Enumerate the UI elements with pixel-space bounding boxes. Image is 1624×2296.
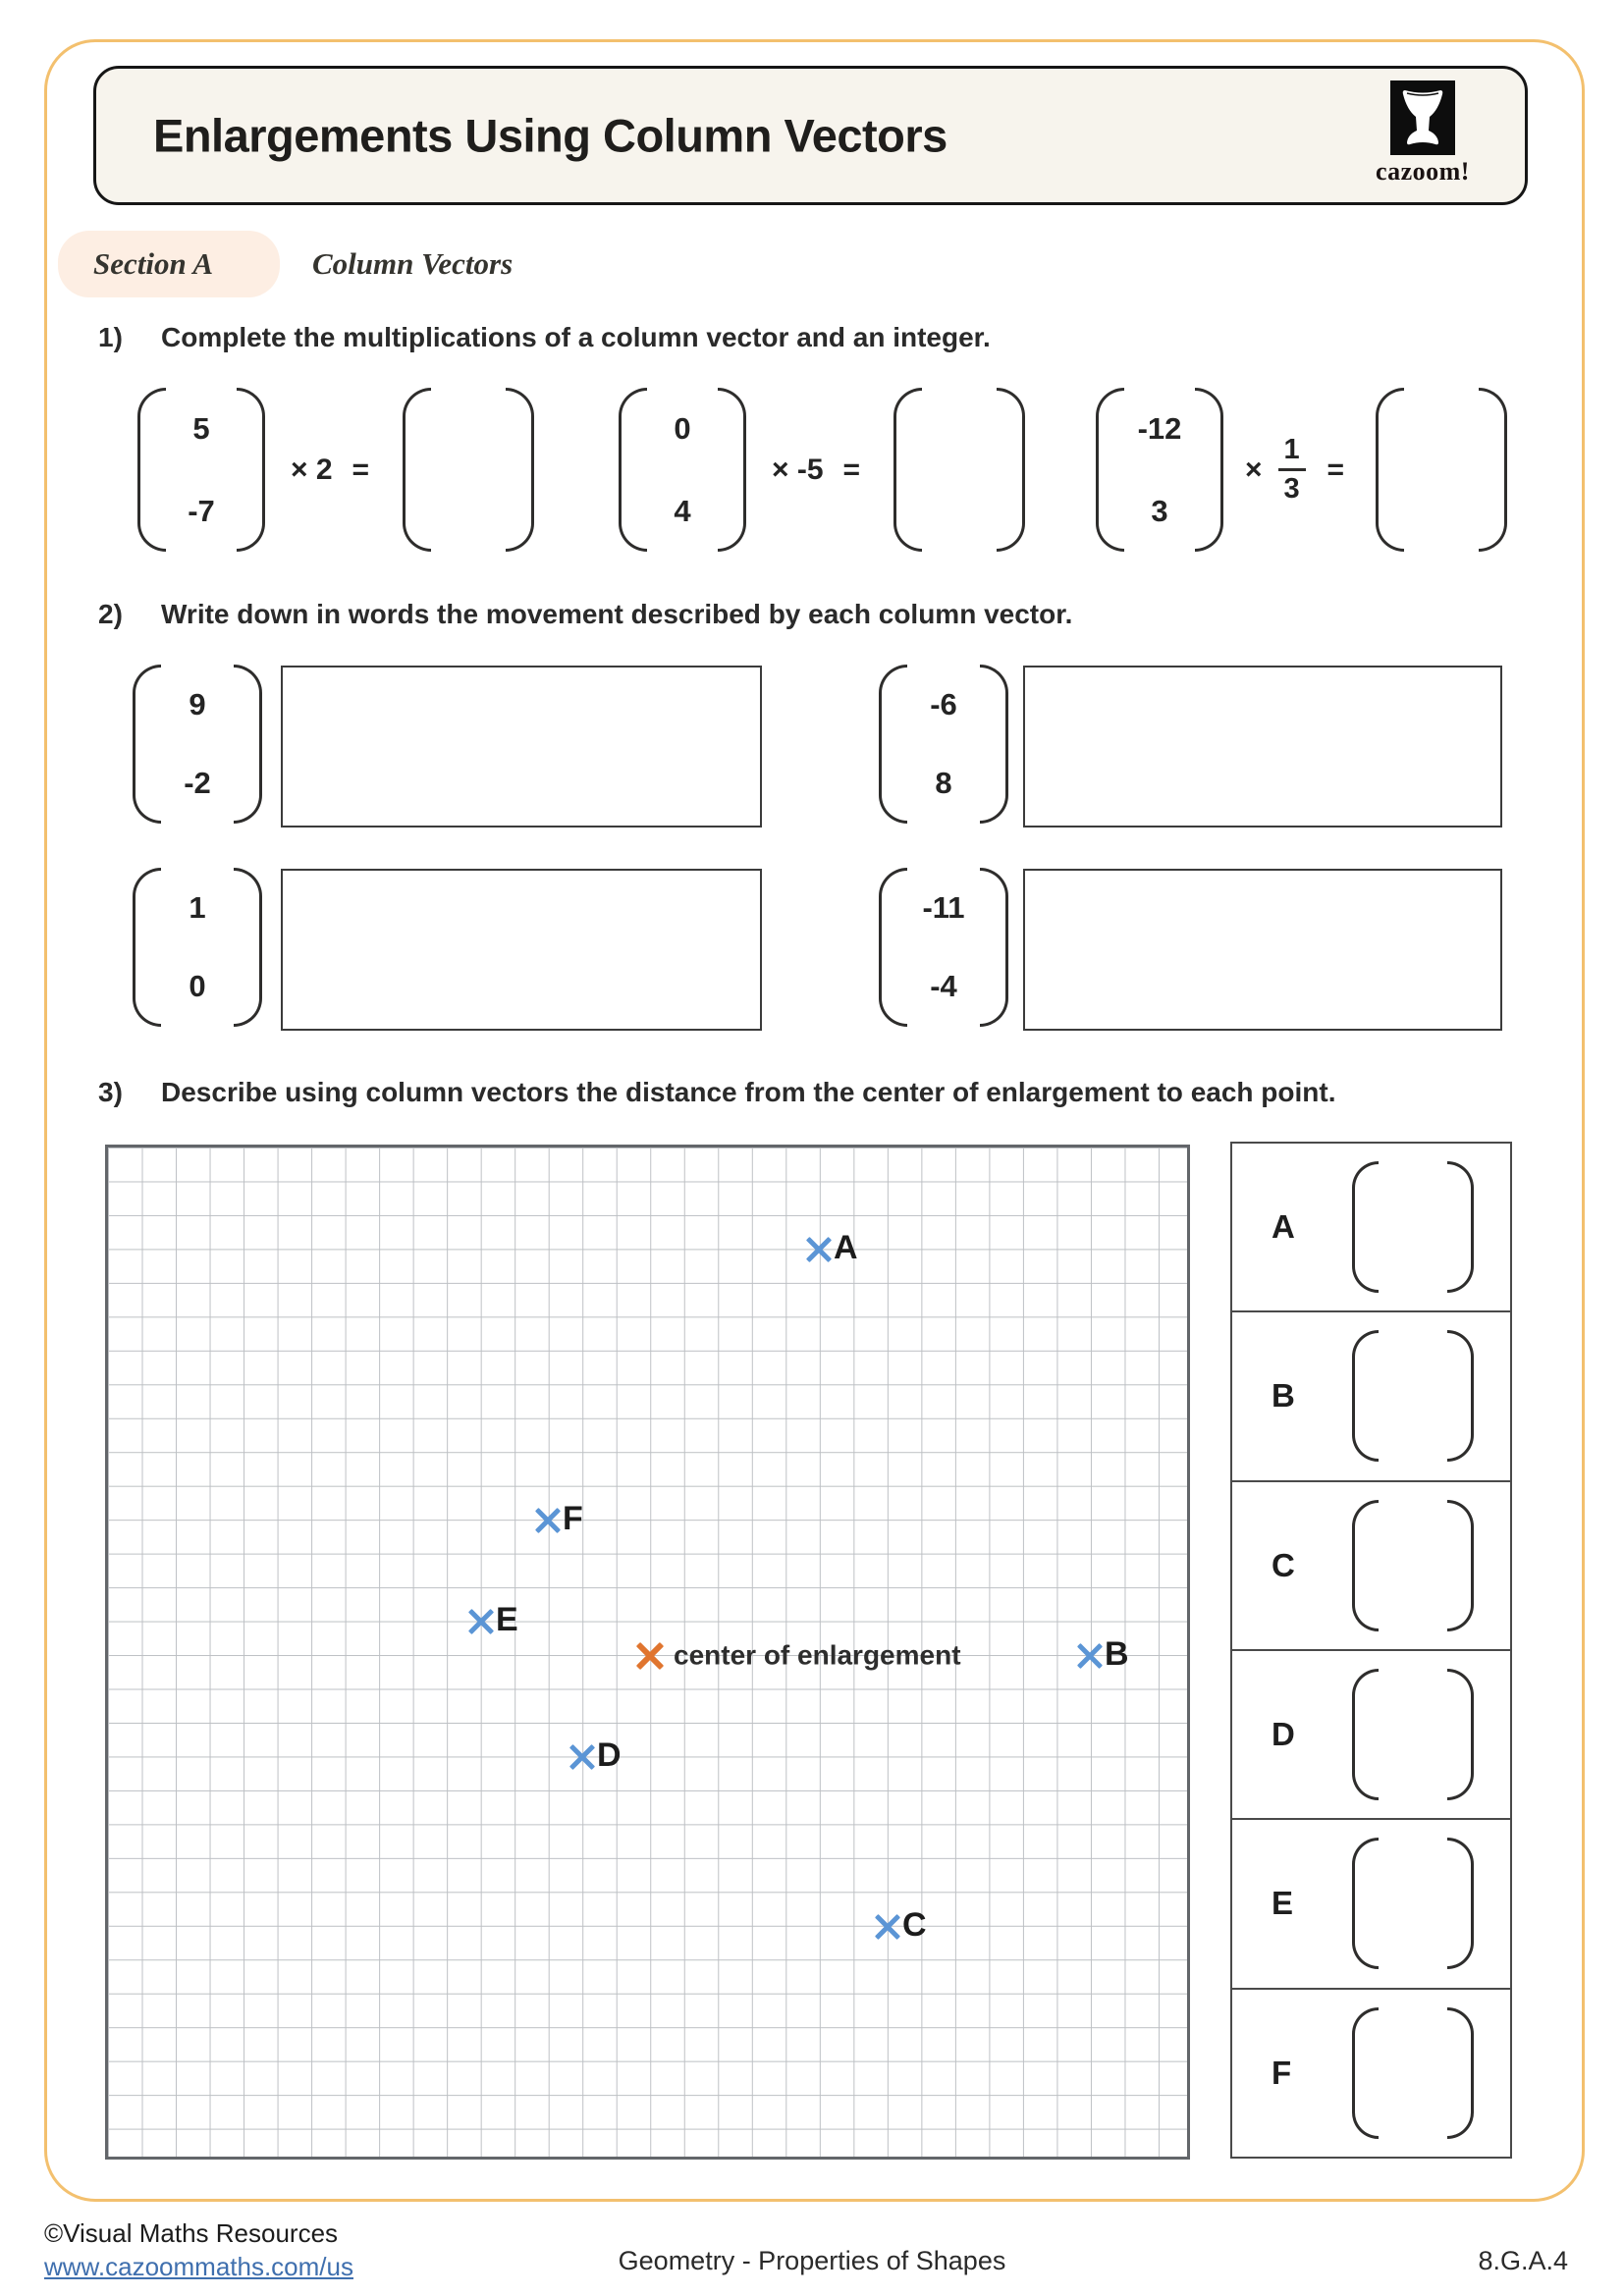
q2-prompt: Write down in words the movement described by each column vector. (161, 599, 1073, 629)
fraction-denominator: 3 (1283, 473, 1300, 505)
vector-top-value: 1 (189, 890, 206, 925)
center-of-enlargement-label: center of enlargement (674, 1639, 961, 1671)
answer-vector-slot[interactable] (1352, 1838, 1474, 1969)
bracket-right-icon (506, 388, 534, 552)
bracket-left-icon (137, 388, 166, 552)
vector-top-value: -12 (1137, 410, 1182, 446)
footer-link[interactable]: www.cazoommaths.com/us (44, 2252, 353, 2282)
point-label: F (563, 1499, 583, 1537)
q3-number: 3) (98, 1077, 123, 1107)
footer-copyright: ©Visual Maths Resources (44, 2218, 339, 2248)
answer-row-letter: F (1272, 2054, 1292, 2091)
multiplication-expression: × -5 (772, 453, 824, 486)
cazoom-logo (1364, 80, 1482, 187)
answer-vector-slot[interactable] (1352, 1161, 1474, 1293)
bracket-left-icon (619, 388, 647, 552)
answer-vector-slot[interactable] (1352, 2007, 1474, 2139)
answer-row-letter: E (1272, 1885, 1294, 1922)
bracket-left-icon (1352, 1161, 1379, 1293)
section-badge-label: Section A (93, 246, 214, 281)
answer-vector-slot[interactable] (1352, 1669, 1474, 1800)
bracket-left-icon (893, 388, 922, 552)
bracket-right-icon (234, 665, 262, 824)
bracket-right-icon (1447, 1161, 1474, 1293)
bracket-right-icon (1195, 388, 1223, 552)
q3-heading (98, 1077, 1551, 1108)
answer-row (1232, 1144, 1510, 1312)
result-vector-slot[interactable] (1376, 388, 1507, 552)
equals-sign: = (1326, 453, 1345, 486)
q1-problem (619, 388, 1025, 552)
vector-top-value: 5 (192, 410, 210, 446)
column-vector (879, 868, 1008, 1027)
point-label: B (1105, 1634, 1129, 1673)
fraction-numerator: 1 (1283, 434, 1300, 465)
section-badge (58, 231, 280, 297)
vector-top-value: 0 (674, 410, 691, 446)
bracket-right-icon (1447, 2007, 1474, 2139)
coordinate-grid (105, 1145, 1190, 2160)
column-vector (1096, 388, 1223, 552)
bracket-left-icon (1352, 1500, 1379, 1631)
bracket-right-icon (997, 388, 1025, 552)
bracket-left-icon (1352, 1669, 1379, 1800)
column-vector (619, 388, 746, 552)
q2-number: 2) (98, 599, 123, 629)
vector-bottom-value: 0 (189, 969, 206, 1003)
header-box (93, 66, 1528, 205)
logo-wordmark: cazoom! (1376, 157, 1470, 186)
movement-answer-box[interactable] (281, 869, 762, 1031)
vector-top-value: -11 (922, 890, 965, 925)
bracket-right-icon (980, 868, 1008, 1027)
vector-top-value: 9 (189, 687, 206, 721)
movement-answer-box[interactable] (281, 666, 762, 828)
q1-prompt: Complete the multiplications of a column vector and an integer. (161, 322, 991, 352)
vector-bottom-value: 3 (1151, 493, 1168, 528)
answer-row-letter: B (1272, 1377, 1295, 1415)
section-title: Column Vectors (312, 246, 514, 281)
equals-sign: = (352, 453, 370, 486)
q2-heading (98, 599, 1473, 630)
bracket-left-icon (879, 665, 907, 824)
vector-bottom-value: -2 (184, 766, 211, 800)
vector-bottom-value: 4 (674, 493, 691, 528)
answer-row (1232, 1482, 1510, 1651)
footer-standard-code: 8.G.A.4 (1478, 2246, 1568, 2275)
q1-problem (137, 388, 534, 552)
column-vector (133, 868, 262, 1027)
q1-heading (98, 322, 1473, 353)
point-label: A (834, 1228, 858, 1266)
page-title: Enlargements Using Column Vectors (153, 109, 947, 162)
movement-answer-box[interactable] (1023, 666, 1502, 828)
answer-row-letter: A (1272, 1208, 1295, 1246)
bracket-right-icon (1447, 1500, 1474, 1631)
answer-row (1232, 1651, 1510, 1820)
answer-row (1232, 1820, 1510, 1989)
point-label: D (597, 1735, 622, 1774)
result-vector-slot[interactable] (893, 388, 1025, 552)
answer-vector-slot[interactable] (1352, 1500, 1474, 1631)
bracket-right-icon (980, 665, 1008, 824)
bracket-right-icon (234, 868, 262, 1027)
column-vector (879, 665, 1008, 824)
bracket-right-icon (1447, 1669, 1474, 1800)
q3-prompt: Describe using column vectors the distance from the center of enlargement to each point. (161, 1077, 1336, 1107)
multiplication-expression: × 2 (291, 453, 333, 486)
bracket-right-icon (1479, 388, 1507, 552)
answer-row (1232, 1312, 1510, 1481)
bracket-left-icon (879, 868, 907, 1027)
answer-table (1230, 1142, 1512, 2159)
bracket-left-icon (133, 665, 161, 824)
equals-sign: = (842, 453, 861, 486)
q1-problem (1096, 388, 1507, 552)
vector-top-value: -6 (930, 687, 957, 721)
vector-bottom-value: -7 (188, 493, 215, 528)
bracket-right-icon (718, 388, 746, 552)
bracket-right-icon (1447, 1330, 1474, 1462)
bracket-left-icon (1352, 1838, 1379, 1969)
answer-row-letter: D (1272, 1716, 1295, 1753)
answer-vector-slot[interactable] (1352, 1330, 1474, 1462)
q1-number: 1) (98, 322, 123, 352)
footer-subject: Geometry - Properties of Shapes (618, 2246, 1006, 2275)
multiply-sign: × (1245, 453, 1263, 486)
bracket-right-icon (237, 388, 265, 552)
vector-bottom-value: -4 (930, 969, 957, 1003)
vector-bottom-value: 8 (935, 766, 952, 800)
fraction-bar (1278, 468, 1306, 471)
point-label: C (902, 1905, 927, 1944)
movement-answer-box[interactable] (1023, 869, 1502, 1031)
answer-row-letter: C (1272, 1546, 1295, 1583)
bracket-left-icon (133, 868, 161, 1027)
drum-icon (1390, 80, 1455, 155)
point-label: E (496, 1600, 518, 1638)
bracket-left-icon (1376, 388, 1404, 552)
fraction (1278, 436, 1306, 504)
bracket-left-icon (1352, 2007, 1379, 2139)
bracket-left-icon (1096, 388, 1124, 552)
bracket-left-icon (1352, 1330, 1379, 1462)
bracket-left-icon (403, 388, 431, 552)
bracket-right-icon (1447, 1838, 1474, 1969)
answer-row (1232, 1990, 1510, 2157)
column-vector (133, 665, 262, 824)
result-vector-slot[interactable] (403, 388, 534, 552)
column-vector (137, 388, 265, 552)
